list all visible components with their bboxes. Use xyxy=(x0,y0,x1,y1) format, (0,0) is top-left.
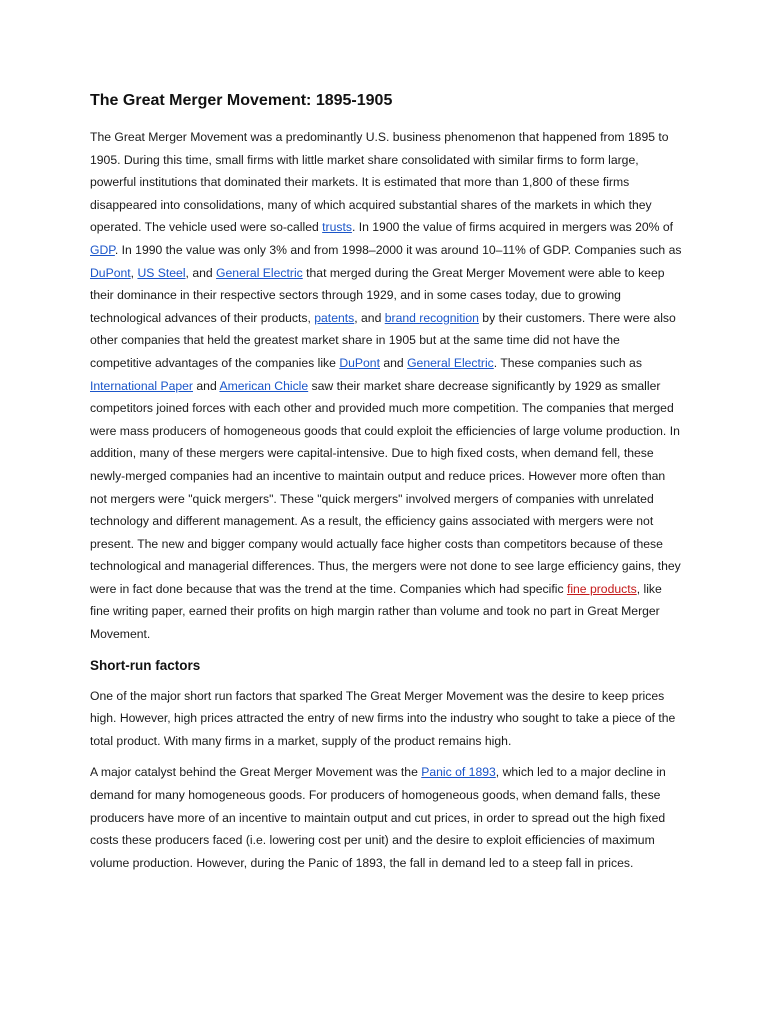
section-heading-short-run: Short-run factors xyxy=(90,657,201,673)
text-run: . In 1900 the value of firms acquired in mergers was 20% of xyxy=(351,220,674,235)
link-panic-of-1893[interactable]: Panic of 1893 xyxy=(421,765,496,780)
link-patents[interactable]: patents xyxy=(314,310,355,325)
link-dupont-2[interactable]: DuPont xyxy=(339,355,380,370)
text-run: , xyxy=(130,265,138,280)
document-page xyxy=(90,88,682,883)
link-general-electric[interactable]: General Electric xyxy=(216,265,303,280)
text-run: , like fine writing paper, earned their profits on high margin rather than volume and took no part in Great Merger Movement. xyxy=(90,581,662,642)
link-fine-products[interactable]: fine products xyxy=(566,581,637,596)
paragraph-short-run: One of the major short run factors that sparked The Great Merger Movement was the desire to keep prices high. However, high prices attracted the entry of new firms into the industry who sought to take a piece of the total product. With many firms in a market, supply of the product remains high. xyxy=(90,688,676,748)
document-title: The Great Merger Movement: 1895-1905 xyxy=(90,92,393,109)
text-run: saw their market share decrease significantly by 1929 as smaller competitors joined forces with each other and provided much more competition. The companies that merged were mass producers of homogeneous goods that could exploit the efficiencies of large volume production. In addition, many of these mergers were capital-intensive. Due to high fixed costs, when demand fell, these newly-merged companies had an incentive to maintain output and reduce prices. However more often than not mergers were "quick mergers". These "quick mergers" involved mergers of companies with unrelated technology and different management. As a result, the efficiency gains associated with mergers were not present. The new and bigger company would actually face higher costs than competitors because of these technological and managerial differences. Thus, the mergers were not done to see large efficiency gains, they were in fact done because that was the trend at the time. Companies which had specific xyxy=(90,378,681,596)
text-run: by their customers. There were also other companies that held the greatest market share in 1905 but at the same time did not have the competitive advantages of the companies like xyxy=(90,310,676,370)
text-run: . In 1990 the value was only 3% and from 1998–2000 it was around 10–11% of GDP. Companies such as xyxy=(114,242,682,257)
link-brand-recognition[interactable]: brand recognition xyxy=(384,310,479,325)
link-dupont[interactable]: DuPont xyxy=(90,265,131,280)
paragraph-intro xyxy=(90,126,682,646)
text-run: , and xyxy=(354,310,385,325)
text-run: and xyxy=(193,378,220,393)
text-run: A major catalyst behind the Great Merger Movement was the xyxy=(90,765,422,780)
link-gdp[interactable]: GDP xyxy=(90,242,115,257)
link-international-paper[interactable]: International Paper xyxy=(90,378,193,393)
text-run: The Great Merger Movement was a predominantly U.S. business phenomenon that happened from 1895 to 1905. During this time, small firms with little market share consolidated with similar firms to form large, powerful institutions that dominated their markets. It is estimated that more than 1,800 of these firms disappeared into consolidations, many of which acquired substantial shares of the markets in which they operated. The vehicle used were so-called xyxy=(90,130,669,235)
link-general-electric-2[interactable]: General Electric xyxy=(407,355,494,370)
text-run: and xyxy=(379,355,408,370)
paragraph-panic xyxy=(90,761,682,874)
text-run: , which led to a major decline in demand for many homogeneous goods. For producers of homogeneous goods, when demand falls, these producers have more of an incentive to maintain output and cut prices, in order to spread out the high fixed costs these producers faced (i.e. lowering cost per unit) and the desire to exploit efficiencies of maximum volume production. However, during the Panic of 1893, the fall in demand led to a steep fall in prices. xyxy=(90,765,666,870)
text-run: . These companies such as xyxy=(493,355,642,370)
text-run: that merged during the Great Merger Movement were able to keep their dominance in their respective sectors through 1929, and in some cases today, due to growing technological advances of their products, xyxy=(90,265,665,325)
link-us-steel[interactable]: US Steel xyxy=(137,265,186,280)
link-trusts[interactable]: trusts xyxy=(322,220,352,235)
text-run: , and xyxy=(185,265,217,280)
link-american-chicle[interactable]: American Chicle xyxy=(219,378,309,393)
